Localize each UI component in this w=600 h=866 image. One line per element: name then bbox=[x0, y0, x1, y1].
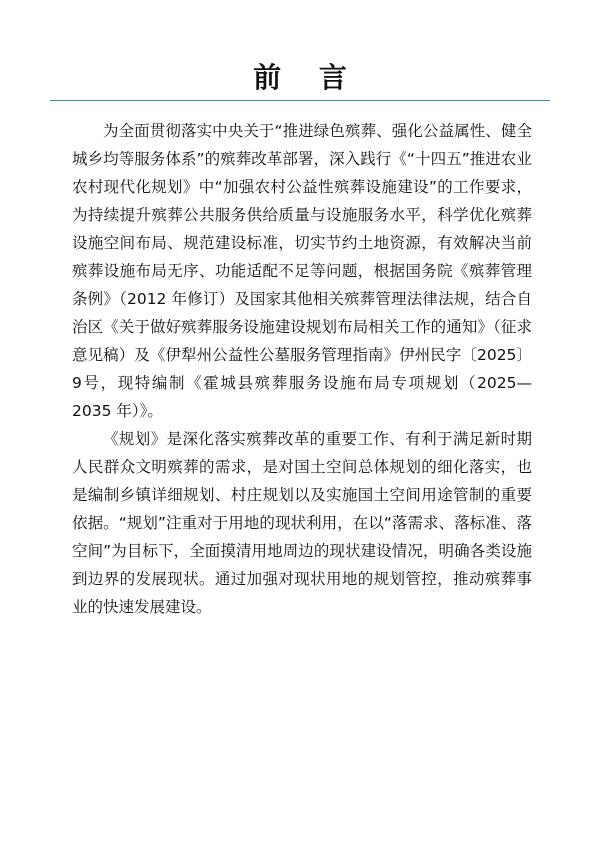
paragraph-1: 为全面贯彻落实中央关于“推进绿色殡葬、强化公益属性、健全城乡均等服务体系”的殡葬改革部署，深入践行《“十四五”推进农业农村现代化规划》中“加强农村公益性殡葬设施建设”的工作要求，为持续提升殡葬公共服务供给质量与设施服务水平，科学优化殡葬设施空间布局、规范建设标准，切实节约土地资源，有效解决当前殡葬设施布局无序、功能适配不足等问题，根据国务院《殡葬管理条例》（2012 年修订）及国家其他相关殡葬管理法律法规，结合自治区《关于做好殡葬服务设施建设规划布局相关工作的通知》（征求意见稿）及《伊犁州公益性公墓服务管理指南》伊州民字〔2025〕9号，现特编制《霍城县殡葬服务设施布局专项规划（2025—2035 年）》。 bbox=[72, 122, 532, 420]
page-title: 前 言 bbox=[253, 61, 361, 94]
paragraph-2: 《规划》是深化落实殡葬改革的重要工作、有利于满足新时期人民群众文明殡葬的需求，是对国土空间总体规划的细化落实，也是编制乡镇详细规划、村庄规划以及实施国土空间用途管制的重要依据。“规划”注重对于用地的现状利用，在以“落需求、落标准、落空间”为目标下，全面摸清用地周边的现状建设情况，明确各类设施到边界的发展现状。通过加强对现状用地的规划管控，推动殡葬事业的快速发展建设。 bbox=[72, 430, 532, 616]
title-divider bbox=[50, 100, 550, 101]
preface-body bbox=[72, 117, 532, 621]
